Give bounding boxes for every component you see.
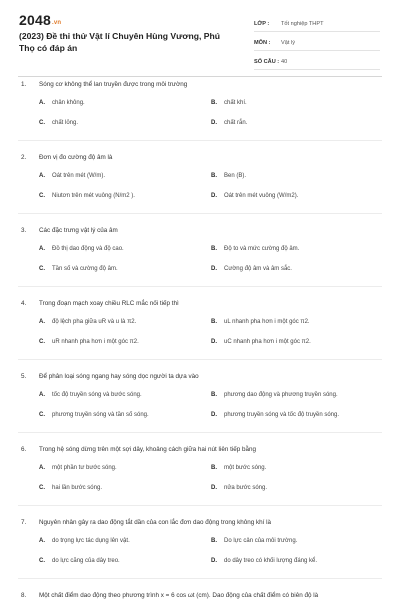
answer-option[interactable]: [211, 338, 383, 347]
answer-options: [39, 391, 400, 420]
answer-options: [39, 172, 400, 201]
answer-option[interactable]: [211, 391, 383, 400]
option-letter: C.: [39, 266, 45, 272]
option-letter: C.: [39, 412, 45, 418]
answer-option[interactable]: [211, 192, 383, 201]
question-header: [21, 518, 400, 528]
option-text: uC nhanh pha hơn i một góc π2.: [224, 339, 311, 345]
question: [0, 372, 400, 420]
option-letter: A.: [39, 392, 45, 398]
option-letter: D.: [211, 339, 217, 345]
answer-option[interactable]: [211, 464, 383, 473]
option-letter: B.: [211, 538, 217, 544]
option-text: Tần số và cường độ âm.: [52, 266, 118, 272]
meta-row: [254, 32, 380, 51]
option-text: hai lần bước sóng.: [52, 485, 102, 491]
option-letter: B.: [211, 319, 217, 325]
brand-suffix: .vn: [51, 20, 62, 26]
brand-logo[interactable]: [19, 12, 61, 28]
question: [0, 153, 400, 201]
answer-option[interactable]: [39, 318, 211, 327]
meta-row: [254, 13, 380, 32]
option-letter: A.: [39, 173, 45, 179]
answer-option[interactable]: [39, 391, 211, 400]
header: [0, 0, 400, 78]
option-text: chất lỏng.: [52, 120, 79, 126]
question-header: [21, 226, 400, 236]
option-letter: D.: [211, 485, 217, 491]
question-text: Để phân loại sóng ngang hay sóng dọc người ta dựa vào: [39, 373, 199, 380]
question-divider: [18, 578, 382, 579]
answer-option[interactable]: [39, 464, 211, 473]
option-letter: A.: [39, 538, 45, 544]
option-text: do dây treo có khối lượng đáng kể.: [224, 558, 318, 564]
header-divider: [18, 76, 382, 77]
meta-info: [254, 13, 380, 70]
question-number: 7.: [21, 519, 27, 526]
question-divider: [18, 140, 382, 141]
question-number: 1.: [21, 81, 27, 88]
meta-label: MÔN :: [254, 40, 271, 46]
option-letter: D.: [211, 193, 217, 199]
question-text: Các đặc trưng vật lý của âm: [39, 227, 118, 234]
answer-option[interactable]: [39, 338, 211, 347]
answer-option[interactable]: [211, 411, 383, 420]
answer-option[interactable]: [39, 192, 211, 201]
option-text: chân không.: [52, 100, 85, 106]
option-text: tốc độ truyền sóng và bước sóng.: [52, 392, 142, 398]
question-divider: [18, 359, 382, 360]
option-letter: A.: [39, 465, 45, 471]
option-text: một phần tư bước sóng.: [52, 465, 117, 471]
question-divider: [18, 286, 382, 287]
question-number: 2.: [21, 154, 27, 161]
question-header: [21, 80, 400, 90]
meta-value: Tốt nghiệp THPT: [281, 21, 324, 27]
meta-label: LỚP :: [254, 21, 270, 27]
meta-value: Vật lý: [281, 40, 295, 46]
option-text: nửa bước sóng.: [224, 485, 267, 491]
option-letter: C.: [39, 120, 45, 126]
answer-options: [39, 245, 400, 274]
question: [0, 518, 400, 566]
answer-option[interactable]: [39, 245, 211, 254]
option-text: một bước sóng.: [224, 465, 267, 471]
answer-option[interactable]: [211, 318, 383, 327]
question-number: 3.: [21, 227, 27, 234]
question-header: [21, 591, 400, 600]
answer-option[interactable]: [211, 557, 383, 566]
option-letter: A.: [39, 246, 45, 252]
option-letter: B.: [211, 173, 217, 179]
answer-option[interactable]: [39, 172, 211, 181]
option-letter: A.: [39, 100, 45, 106]
question-text: Một chất điểm dao động theo phương trình x = 6 cos ωt (cm). Dao động của chất điểm có biên độ là: [39, 592, 319, 599]
question-header: [21, 299, 400, 309]
option-letter: D.: [211, 120, 217, 126]
answer-option[interactable]: [39, 265, 211, 274]
option-text: Oát trên mét (W/m).: [52, 173, 106, 179]
option-letter: B.: [211, 246, 217, 252]
option-letter: D.: [211, 558, 217, 564]
question-number: 8.: [21, 592, 27, 599]
option-letter: C.: [39, 485, 45, 491]
option-text: do lực căng của dây treo.: [52, 558, 120, 564]
option-text: Do lực cản của môi trường.: [224, 538, 298, 544]
answer-option[interactable]: [39, 537, 211, 546]
option-text: do trọng lực tác dụng lên vật.: [52, 538, 130, 544]
question-number: 4.: [21, 300, 27, 307]
option-text: độ lệch pha giữa uR và u là π2.: [52, 319, 137, 325]
question: [0, 299, 400, 347]
question-divider: [18, 213, 382, 214]
option-text: uR nhanh pha hơn i một góc π2.: [52, 339, 139, 345]
answer-options: [39, 537, 400, 566]
answer-option[interactable]: [39, 484, 211, 493]
question: [0, 80, 400, 128]
question: [0, 226, 400, 274]
answer-option[interactable]: [211, 99, 383, 108]
option-letter: D.: [211, 266, 217, 272]
answer-option[interactable]: [211, 245, 383, 254]
question-divider: [18, 432, 382, 433]
option-letter: A.: [39, 319, 45, 325]
question-header: [21, 445, 400, 455]
question-text: Trong hệ sóng dừng trên một sợi dây, khoảng cách giữa hai nút liên tiếp bằng: [39, 446, 256, 453]
meta-label: SỐ CÂU :: [254, 59, 280, 65]
option-text: Độ to và mức cường độ âm.: [224, 246, 300, 252]
answer-option[interactable]: [211, 537, 383, 546]
question-header: [21, 153, 400, 163]
answer-options: [39, 318, 400, 347]
option-text: Ben (B).: [224, 173, 247, 179]
question-number: 5.: [21, 373, 27, 380]
option-text: chất rắn.: [224, 120, 248, 126]
question-divider: [18, 505, 382, 506]
brand-name: 2048: [19, 12, 51, 28]
answer-options: [39, 99, 400, 128]
answer-option[interactable]: [39, 411, 211, 420]
option-letter: B.: [211, 392, 217, 398]
option-text: chất khí.: [224, 100, 247, 106]
option-letter: D.: [211, 412, 217, 418]
question-text: Trong đoạn mạch xoay chiều RLC mắc nối tiếp thì: [39, 300, 179, 307]
answer-options: [39, 464, 400, 493]
answer-option[interactable]: [39, 557, 211, 566]
option-letter: B.: [211, 100, 217, 106]
option-text: uL nhanh pha hơn i một góc π2.: [224, 319, 310, 325]
answer-option[interactable]: [211, 119, 383, 128]
answer-option[interactable]: [39, 119, 211, 128]
question-number: 6.: [21, 446, 27, 453]
meta-value: 40: [281, 59, 288, 65]
option-text: Niutơn trên mét vuông (N/m2 ).: [52, 193, 135, 199]
option-text: Cường độ âm và âm sắc.: [224, 266, 292, 272]
option-text: phương truyền sóng và tần số sóng.: [52, 412, 149, 418]
question-text: Sóng cơ không thể lan truyền được trong môi trường: [39, 81, 188, 88]
option-letter: C.: [39, 193, 45, 199]
question-text: Đơn vị đo cường độ âm là: [39, 154, 113, 161]
option-text: phương truyền sóng và tốc độ truyền sóng.: [224, 412, 340, 418]
question-text: Nguyên nhân gây ra dao động tắt dần của con lắc đơn dao động trong không khí là: [39, 519, 272, 526]
answer-option[interactable]: [211, 484, 383, 493]
question: [0, 445, 400, 493]
option-letter: C.: [39, 339, 45, 345]
meta-row: [254, 51, 380, 70]
question-list: [0, 80, 400, 600]
answer-option[interactable]: [211, 265, 383, 274]
option-letter: B.: [211, 465, 217, 471]
answer-option[interactable]: [39, 99, 211, 108]
option-text: Oát trên mét vuông (W/m2).: [224, 193, 299, 199]
document-title: (2023) Đề thi thử Vật lí Chuyên Hùng Vương, Phú Thọ có đáp án: [19, 31, 220, 53]
question: [0, 591, 400, 600]
option-letter: C.: [39, 558, 45, 564]
option-text: phương dao động và phương truyền sóng.: [224, 392, 338, 398]
option-text: Đồ thị dao động và độ cao.: [52, 246, 124, 252]
question-header: [21, 372, 400, 382]
answer-option[interactable]: [211, 172, 383, 181]
